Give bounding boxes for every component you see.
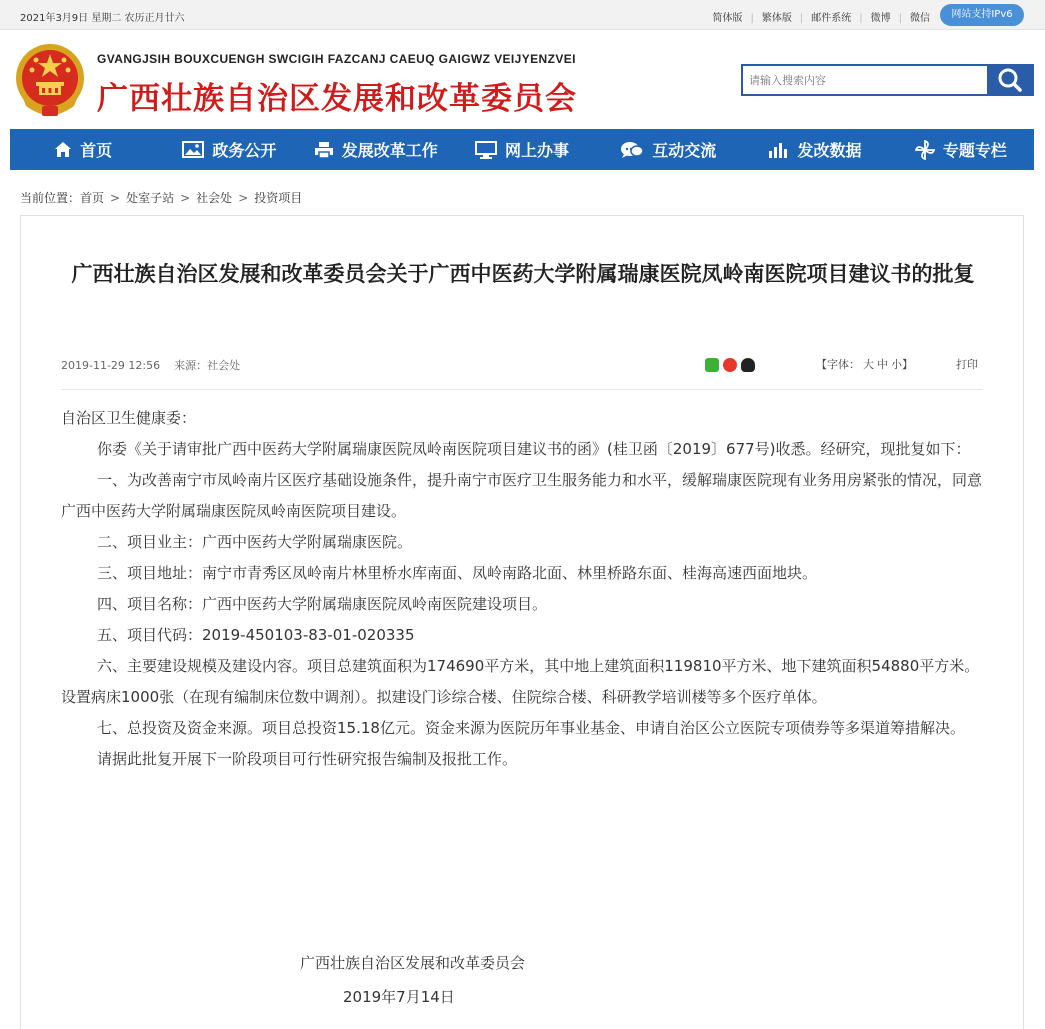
signature-date: 2019年7月14日 <box>343 988 455 1006</box>
nav-label: 首页 <box>80 141 113 160</box>
separator: | <box>750 13 754 24</box>
top-bar <box>0 0 1045 30</box>
link-traditional[interactable]: 繁体版 <box>761 13 792 24</box>
paragraph: 六、主要建设规模及建设内容。项目总建筑面积为174690平方米，其中地上建筑面积119810平方米、地下建筑面积54880平方米。设置病床1000张（在现有编制床位数中调剂）。拟建设门诊综合楼、住院综合楼、科研教学培训楼等多个医疗单体。 <box>61 657 980 706</box>
paragraph: 请据此批复开展下一阶段项目可行性研究报告编制及报批工作。 <box>97 750 518 768</box>
link-weibo[interactable]: 微博 <box>870 13 891 24</box>
site-title: 广西壮族自治区发展和改革委员会 <box>97 81 577 117</box>
font-size-control <box>816 356 913 372</box>
breadcrumb-separator: > <box>180 191 191 205</box>
ipv6-badge[interactable]: 网站支持IPv6 <box>940 4 1024 26</box>
qq-share-icon[interactable] <box>741 358 755 372</box>
monitor-icon <box>475 141 497 159</box>
divider <box>61 389 983 390</box>
breadcrumb-social-dept[interactable]: 社会处 <box>196 191 233 205</box>
article-container <box>20 215 1024 1029</box>
breadcrumb-prefix: 当前位置： <box>20 191 81 205</box>
national-emblem-icon <box>12 40 88 120</box>
breadcrumb-investment[interactable]: 投资项目 <box>254 191 303 205</box>
nav-gov-affairs[interactable] <box>156 129 302 170</box>
home-icon <box>54 141 72 158</box>
nav-online-service[interactable] <box>449 129 595 170</box>
nav-special-topics[interactable] <box>888 129 1034 170</box>
separator: | <box>898 13 902 24</box>
article-meta <box>61 357 240 373</box>
search-box <box>741 64 1034 96</box>
weibo-share-icon[interactable] <box>723 358 737 372</box>
article-title: 广西壮族自治区发展和改革委员会关于广西中医药大学附属瑞康医院凤岭南医院项目建议书的批复 <box>71 262 975 286</box>
publish-date: 2019-11-29 12:56 <box>61 359 161 372</box>
paragraph: 四、项目名称：广西中医药大学附属瑞康医院凤岭南医院建设项目。 <box>97 595 548 613</box>
pinwheel-icon <box>915 140 935 160</box>
paragraph: 三、项目地址：南宁市青秀区凤岭南片林里桥水库南面、凤岭南路北面、林里桥路东面、桂海高速西面地块。 <box>97 564 818 582</box>
site-header <box>0 30 1045 129</box>
nav-label: 发展改革工作 <box>341 141 438 160</box>
printer-icon <box>314 141 334 159</box>
breadcrumb-separator: > <box>110 191 121 205</box>
current-date: 2021年3月9日 星期二 农历正月廿六 <box>20 13 185 24</box>
nav-data[interactable] <box>741 129 887 170</box>
separator: | <box>859 13 863 24</box>
font-size-small[interactable]: 小 <box>891 358 902 371</box>
signature: 广西壮族自治区发展和改革委员会 <box>300 954 526 972</box>
paragraph: 二、项目业主：广西中医药大学附属瑞康医院。 <box>97 533 413 551</box>
breadcrumb-home[interactable]: 首页 <box>80 191 105 205</box>
picture-icon <box>182 141 204 158</box>
main-nav <box>10 129 1034 170</box>
share-bar <box>705 358 755 372</box>
font-size-large[interactable]: 大 <box>863 358 874 371</box>
separator: | <box>799 13 804 24</box>
nav-label: 发改数据 <box>797 141 862 160</box>
search-icon <box>987 64 1034 96</box>
breadcrumb-substations[interactable]: 处室子站 <box>126 191 175 205</box>
print-button[interactable]: 打印 <box>956 358 978 371</box>
link-wechat[interactable]: 微信 <box>910 13 930 24</box>
paragraph: 一、为改善南宁市凤岭南片区医疗基础设施条件，提升南宁市医疗卫生服务能力和水平，缓解瑞康医院现有业务用房紧张的情况，同意广西中医药大学附属瑞康医院凤岭南医院项目建设。 <box>61 471 983 520</box>
nav-label: 政务公开 <box>212 141 277 160</box>
article-body <box>61 403 983 775</box>
nav-label: 互动交流 <box>652 141 717 160</box>
link-simplified[interactable]: 简体版 <box>712 13 743 24</box>
chat-icon <box>620 141 644 159</box>
link-mail[interactable]: 邮件系统 <box>811 13 852 24</box>
paragraph: 五、项目代码：2019-450103-83-01-020335 <box>97 626 415 644</box>
font-size-close: 】 <box>902 358 913 371</box>
nav-home[interactable] <box>10 129 156 170</box>
paragraph: 你委《关于请审批广西中医药大学附属瑞康医院凤岭南医院项目建议书的函》(桂卫函〔2019〕677号)收悉。经研究，现批复如下： <box>97 440 971 458</box>
font-size-label: 【字体： <box>816 358 860 371</box>
font-size-medium[interactable]: 中 <box>877 358 888 371</box>
site-title-en: GVANGJSIH BOUXCUENGH SWCIGIH FAZCANJ CAEUQ GAIGWZ VEIJYENZVEI <box>97 52 576 66</box>
nav-reform-work[interactable] <box>303 129 449 170</box>
search-button[interactable] <box>987 64 1034 96</box>
article-source: 来源：社会处 <box>174 359 241 372</box>
breadcrumb-separator: > <box>238 191 249 205</box>
paragraph: 七、总投资及资金来源。项目总投资15.18亿元。资金来源为医院历年事业基金、申请自治区公立医院专项债券等多渠道筹措解决。 <box>97 719 965 737</box>
bar-chart-icon <box>768 141 790 159</box>
nav-label: 网上办事 <box>504 141 569 160</box>
addressee: 自治区卫生健康委： <box>61 409 197 427</box>
wechat-share-icon[interactable] <box>705 358 719 372</box>
breadcrumb <box>20 189 302 206</box>
search-input[interactable] <box>741 64 987 96</box>
nav-label: 专题专栏 <box>942 141 1007 160</box>
nav-interaction[interactable] <box>595 129 741 170</box>
top-links <box>713 9 931 24</box>
